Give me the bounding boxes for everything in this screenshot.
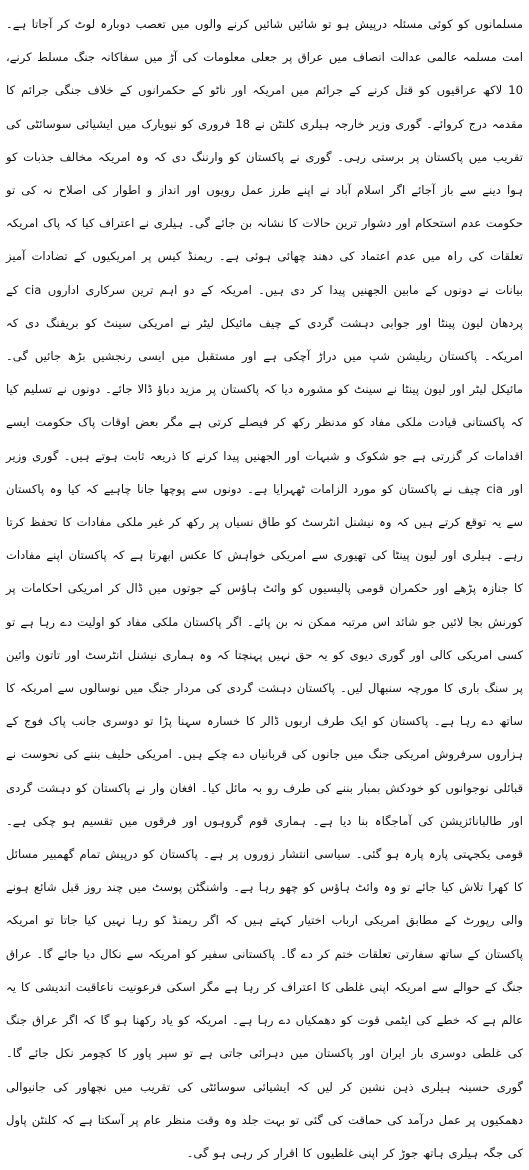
article-body-text: مسلمانوں کو کوئی مسئلہ درپیش ہو تو شائیں شائیں کرنے والوں میں تعصب دوبارہ لوٹ کر آجاتا ہے۔ امت مسلمہ عالمی عدالت انصاف میں عراق پر جعلی معلومات کی آڑ میں سفاکانہ جنگ مسلط کرنے، 10 لاکھ عراقیوں کو قتل کرنے کے جرائم میں امریکہ اور ناٹو کے حکمرانوں کے خلاف جنگی جرائم کا مقدمہ درج کروائے۔ گوری وزیر خارجہ ہیلری کلنٹن نے 18 فروری کو نیویارک میں ایشیائی سوسائٹی کی تقریب میں پاکستان پر برستی رہی۔ گوری نے پاکستان کو وارننگ دی کہ وہ امریکہ مخالف جذبات کو ہوا دینے سے باز آجائے اگر اسلام آباد نے اپنے طرز عمل رویوں اور انداز و اطوار کی اصلاح نہ کی تو حکومت عدم استحکام اور دشوار ترین حالات کا نشانہ بن جائے گی۔ ہیلری نے اعتراف کیا کہ پاک امریکہ تعلقات کی راہ میں عدم اعتماد کی دھند چھائی ہوئی ہے۔ ریمنڈ کیس پر امریکیوں کے تضادات آمیز بیانات نے دونوں کے مابین الجھنیں پیدا کر دی ہیں۔ امریکہ کے دو اہم ترین سرکاری اداروں cia کے پردھان لیون پینٹا اور جوابی دہشت گردی کے چیف مائیکل لیٹر نے امریکی سینٹ کو بریفنگ دی کہ امریکہ۔ پاکستان ریلیشن شپ میں دراڑ آچکی ہے اور مستقبل میں ایسی رنجشیں بڑھ جائیں گی۔ مائیکل لیٹر اور لیون پینٹا نے سینٹ کو مشورہ دیا کہ پاکستان پر مزید دباؤ ڈالا جائے۔ دونوں نے تسلیم کیا کہ پاکستانی قیادت ملکی مفاد کو مدنظر رکھ کر فیصلے کرتی ہے مگر بعض اوقات پاک حکومت ایسے اقدامات کر گزرتی ہے جو شکوک و شبہات اور الجھنیں پیدا کرنے کا ذریعہ ثابت ہوتے ہیں۔ گوری وزیر اور cia چیف نے پاکستان کو مورد الزامات ٹھہرایا ہے۔ دونوں سے پوچھا جانا چاہیے کہ کیا وہ پاکستان سے یہ توقع کرتے ہیں کہ وہ نیشنل انٹرسٹ کو طاق نسیاں پر رکھ کر غیر ملکی مفادات کا تحفظ کرتا رہے۔ ہیلری اور لیون پینٹا کی تھیوری سے امریکی خواہش کا عکس ابھرتا ہے کہ پاکستان اپنے مفادات کا جنازہ پڑھے اور حکمران قومی پالیسیوں کو وائٹ ہاؤس کے جوتوں میں ڈال کر امریکی احکامات پر کورنش بجا لائیں جو شائد اس مرتبہ ممکن نہ بن پائے۔ اگر پاکستان ملکی مفاد کو اولیت دے رہا ہے تو کسی امریکی کالی اور گوری دیوی کو یہ حق نہیں پہنچتا کہ وہ ہماری نیشنل انٹرسٹ اور تاتون وائین پر سنگ باری کا مورچہ سنبھال لیں۔ پاکستان دہشت گردی کی مردار جنگ میں نوسالوں سے امریکہ کا ساتھ دے رہا ہے۔ پاکستان کو ایک طرف اربوں ڈالر کا خسارہ سہنا پڑا تو دوسری جانب پاک فوج کے ہزاروں سرفروش امریکی جنگ میں جانوں کی قربانیاں دے چکے ہیں۔ امریکی حلیف بننے کی نحوست نے قبائلی نوجوانوں کو خودکش بمبار بننے کی طرف رو بہ مائل کیا۔ افغان وار نے پاکستان کو دہشت گردی اور طالبانائزیشن کی آماجگاہ بنا دیا ہے۔ ہماری قوم گروہوں اور فرقوں میں تقسیم ہو چکی ہے۔ قومی یکجہتی پارہ پارہ ہو گئی۔ سیاسی انتشار زوروں پر ہے۔ پاکستان کو درپیش تمام گھمبیر مسائل کا کھرا تلاش کیا جائے تو وہ وائٹ ہاؤس کو چھو رہا ہے۔ واشنگٹن پوسٹ میں چند روز قبل شائع ہونے والی رپورٹ کے مطابق امریکی ارباب اختیار کہتے ہیں کہ اگر ریمنڈ کو رہا نہیں کیا جاتا تو امریکہ پاکستان کے ساتھ سفارتی تعلقات ختم کر دے گا۔ پاکستانی سفیر کو امریکہ سے نکال دیا جائے گا۔ عراق جنگ کے حوالے سے امریکہ اپنی غلطی کا اعتراف کر رہا ہے مگر اسکی فرعونیت ناعاقبت اندیشی کا یہ عالم ہے کہ خطے کی ایٹمی قوت کو دھمکیاں دے رہا ہے۔ امریکہ کو یاد رکھنا ہو گا کہ اگر عراق جنگ کی غلطی دوسری بار ایران اور پاکستان میں دہرائی جاتی ہے تو سپر پاور کا کچومر نکل جائے گا۔ گوری حسینہ ہیلری ذہن نشین کر لیں کہ ایشیائی سوسائٹی کی تقریب میں نچھاور کی جانیوالی دھمکیوں پر عمل درآمد کی حماقت کی گئی تو بہت جلد وہ وقت منظر عام پر آسکتا ہے کہ کلنٹن پاول کی جگہ ہیلری ہاتھ جوڑ کر اپنی غلطیوں کا اقرار کر رہی ہو گی۔ [6,17,524,1160]
